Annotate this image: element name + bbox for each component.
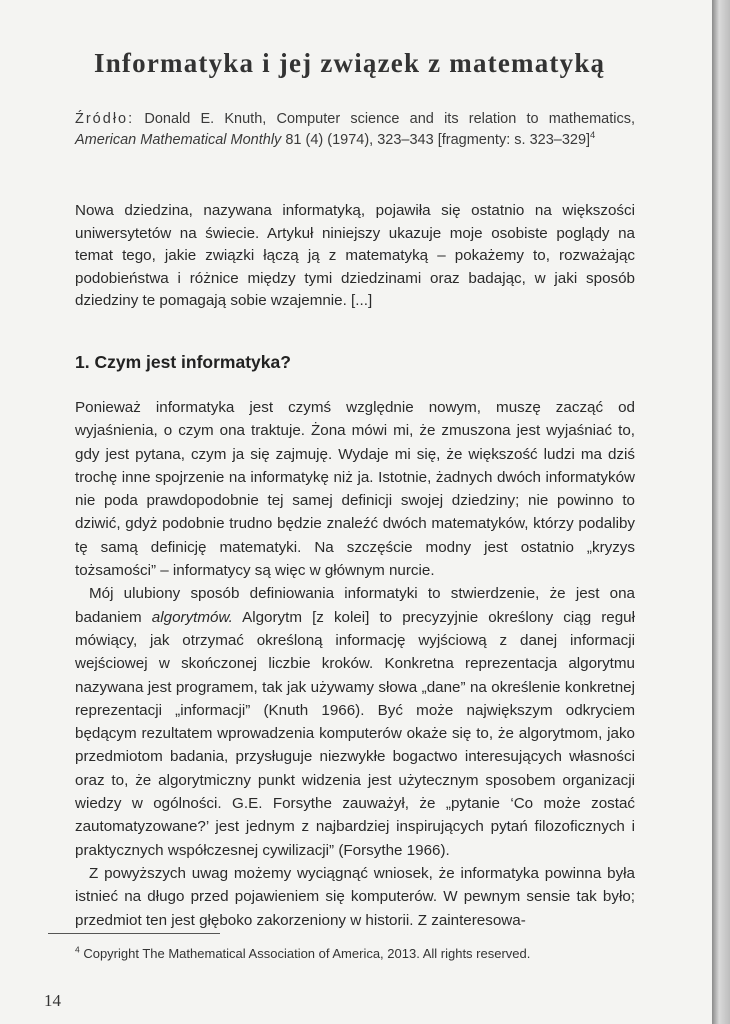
- paragraph-2-rest: Algorytm [z kolei] to precyzyjnie określony ciąg reguł mówiący, jak otrzymać określoną informację wyjściową z danej informacji wejściowej w skończonej liczbie kroków. Konkretna reprezentacja algorytmu nazywana jest programem, tak jak używamy słowa „dane” na określenie konkretnej reprezentacji „informacji” (Knuth 1966). Być może największym odkryciem będącym rezultatem wprowadzenia komputerów okaże się to, że algorytmom, jako przedmiotom badania, przysługuje niezwykłe bogactwo interesujących własności oraz to, że algorytmiczny punkt widzenia jest użytecznym sposobem organizacji wiedzy w ogólności. G.E. Forsythe zauważył, że „pytanie ‘Co może zostać zautomatyzowane?’ jest jednym z najbardziej inspirujących pytań filozoficznych i praktycznych współczesnej cywilizacji” (Forsythe 1966).: [75, 608, 635, 859]
- source-journal: American Mathematical Monthly: [75, 132, 282, 148]
- footnote: [75, 946, 635, 961]
- footnote-marker: 4: [75, 944, 80, 955]
- lead-paragraph: Nowa dziedzina, nazywana informatyką, pojawiła się ostatnio na większości uniwersytetów na świecie. Artykuł niniejszy ukazuje moje osobiste poglądy na temat tego, jakie związki łączą ją z matematyką – pokażemy to, rozważając podobieństwa i różnice między tymi dziedzinami oraz badając, w jaki sposób dziedziny te pomagają sobie wzajemnie. [...]: [75, 202, 635, 309]
- page-edge-shadow: [712, 0, 730, 1024]
- body-text: [75, 396, 635, 932]
- paragraph-2: [75, 582, 635, 862]
- section-heading: 1. Czym jest informatyka?: [75, 352, 291, 372]
- paragraph-1: Ponieważ informatyka jest czymś względnie nowym, muszę zacząć od wyjaśnienia, o czym ona traktuje. Żona mówi mi, że zmuszona jest wyjaśniać to, gdy jest pytana, czym ja się zajmuję. Wydaje mi się, że większość ludzi ma dziś trochę inne spojrzenie na informatykę niż ja. Istotnie, żadnych dwóch informatyków nie poda prawdopodobnie tej samej definicji swojej dziedziny; nie powinno to dziwić, gdyż podobnie trudno będzie znaleźć dwóch matematyków, którzy podaliby tę samą definicję matematyki. Na szczęście modny jest ostatnio „kryzys tożsamości” – informatycy są więc w głównym nurcie.: [75, 399, 635, 580]
- paragraph-2-start: Mój ulubiony sposób definiowania informatyki to stwierdzenie, że jest ona badaniem: [75, 585, 635, 626]
- footnote-divider: [48, 933, 220, 934]
- paragraph-3: Z powyższych uwag możemy wyciągnąć wniosek, że informatyka powinna była istnieć na długo przed pojawieniem się komputerów. W pewnym sensie tak było; przedmiot ten jest głęboko zakorzeniony w historii. Z zainteresowa-: [75, 864, 635, 929]
- footnote-ref: 4: [590, 129, 596, 141]
- paragraph-2-emphasis: algorytmów.: [151, 608, 233, 626]
- source-details: 81 (4) (1974), 323–343 [fragmenty: s. 323–329]: [285, 132, 591, 148]
- source-citation-text: Donald E. Knuth, Computer science and its relation to mathematics,: [144, 111, 635, 127]
- chapter-title: Informatyka i jej związek z matematyką: [94, 48, 606, 78]
- source-citation: [75, 109, 635, 151]
- footnote-text: Copyright The Mathematical Association of America, 2013. All rights reserved.: [83, 946, 531, 961]
- page-number: 14: [44, 991, 61, 1010]
- source-label: Źródło:: [75, 111, 135, 127]
